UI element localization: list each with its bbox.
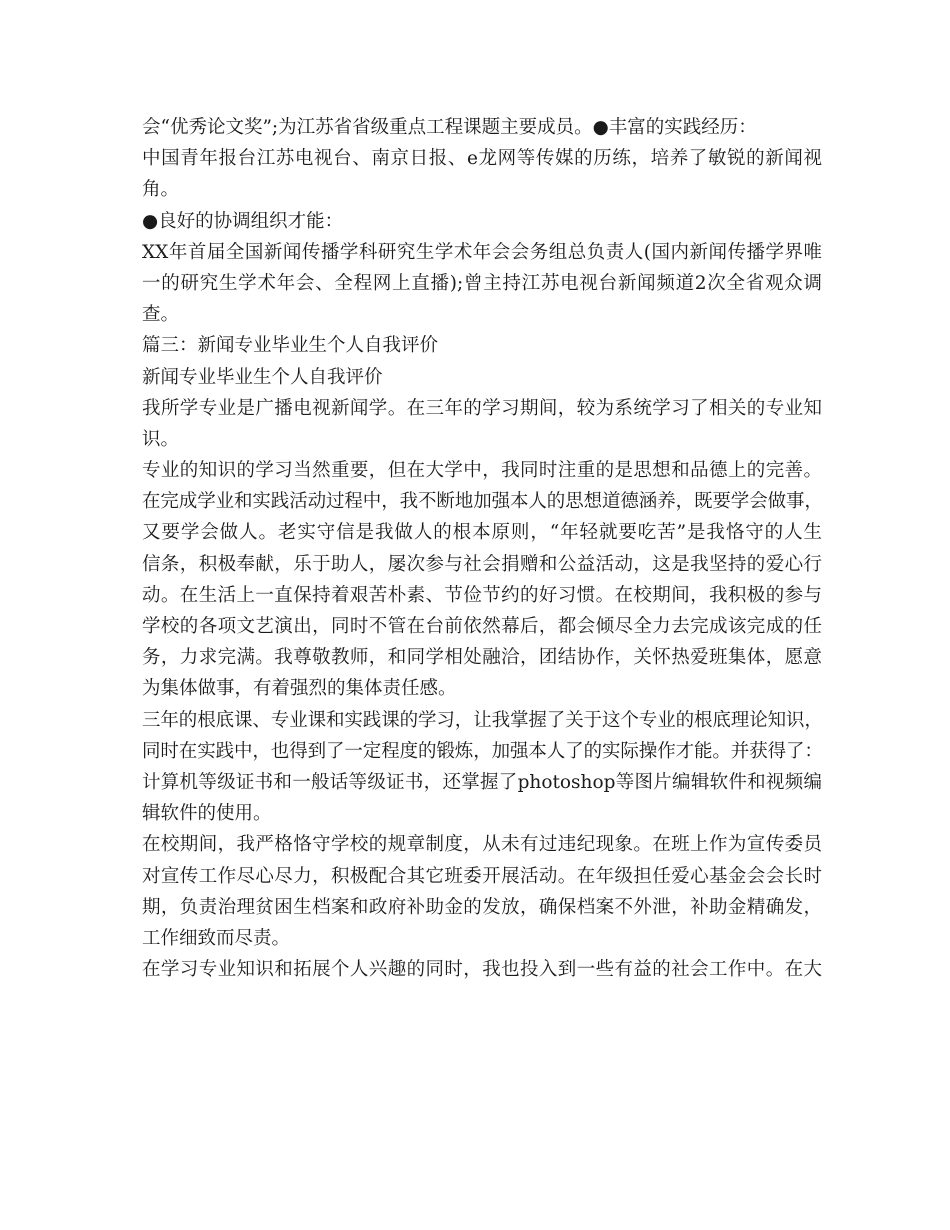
text-line: 新闻专业毕业生个人自我评价	[142, 366, 383, 388]
text-line: 务，力求完满。我尊敬教师，和同学相处融洽，团结协作，关怀热爱班集体，愿意	[142, 647, 822, 669]
text-line: 对宣传工作尽心尽力，积极配合其它班委开展活动。在年级担任爱心基金会会长时	[142, 865, 822, 887]
text-line: 在校期间，我严格恪守学校的规章制度，从未有过违纪现象。在班上作为宣传委员	[142, 834, 822, 856]
text-line: 动。在生活上一直保持着艰苦朴素、节俭节约的好习惯。在校期间，我积极的参与	[142, 584, 822, 606]
text-line: 我所学专业是广播电视新闻学。在三年的学习期间，较为系统学习了相关的专业知	[142, 397, 822, 419]
text-line: 期，负责治理贫困生档案和政府补助金的发放，确保档案不外泄，补助金精确发，	[142, 896, 822, 918]
text-line: 一的研究生学术年会、全程网上直播);曾主持江苏电视台新闻频道2次全省观众调	[142, 272, 822, 294]
text-line: XX年首届全国新闻传播学科研究生学术年会会务组总负责人(国内新闻传播学界唯	[142, 241, 822, 263]
text-line: 同时在实践中，也得到了一定程度的锻炼，加强本人了的实际操作才能。并获得了：	[142, 740, 823, 762]
text-line: 辑软件的使用。	[142, 803, 272, 825]
document-body	[142, 112, 822, 985]
text-line: 在完成学业和实践活动过程中，我不断地加强本人的思想道德涵养，既要学会做事，	[142, 491, 823, 513]
text-line: 在学习专业知识和拓展个人兴趣的同时，我也投入到一些有益的社会工作中。在大	[142, 959, 822, 981]
text-line: 工作细致而尽责。	[142, 927, 291, 949]
text-line: 识。	[142, 428, 180, 450]
text-line: 为集体做事，有着强烈的集体责任感。	[142, 678, 457, 700]
text-line: 三年的根底课、专业课和实践课的学习，让我掌握了关于这个专业的根底理论知识，	[142, 709, 823, 731]
text-line: 查。	[142, 304, 180, 326]
text-line: ●良好的协调组织才能：	[142, 210, 344, 232]
text-line: 会“优秀论文奖”;为江苏省省级重点工程课题主要成员。●丰富的实践经历：	[142, 117, 757, 138]
text-line: 中国青年报台江苏电视台、南京日报、e龙网等传媒的历练，培养了敏锐的新闻视	[142, 148, 822, 170]
text-line: 信条，积极奉献，乐于助人，屡次参与社会捐赠和公益活动，这是我坚持的爱心行	[142, 553, 822, 575]
text-line: 篇三：新闻专业毕业生个人自我评价	[142, 335, 439, 357]
text-line: 又要学会做人。老实守信是我做人的根本原则，“年轻就要吃苦”是我恪守的人生	[142, 522, 822, 544]
text-line: 专业的知识的学习当然重要，但在大学中，我同时注重的是思想和品德上的完善。	[142, 460, 822, 482]
text-line: 角。	[142, 179, 180, 201]
text-line: 计算机等级证书和一般话等级证书，还掌握了photoshop等图片编辑软件和视频编	[142, 771, 822, 793]
text-line: 学校的各项文艺演出，同时不管在台前依然幕后，都会倾尽全力去完成该完成的任	[142, 616, 822, 637]
